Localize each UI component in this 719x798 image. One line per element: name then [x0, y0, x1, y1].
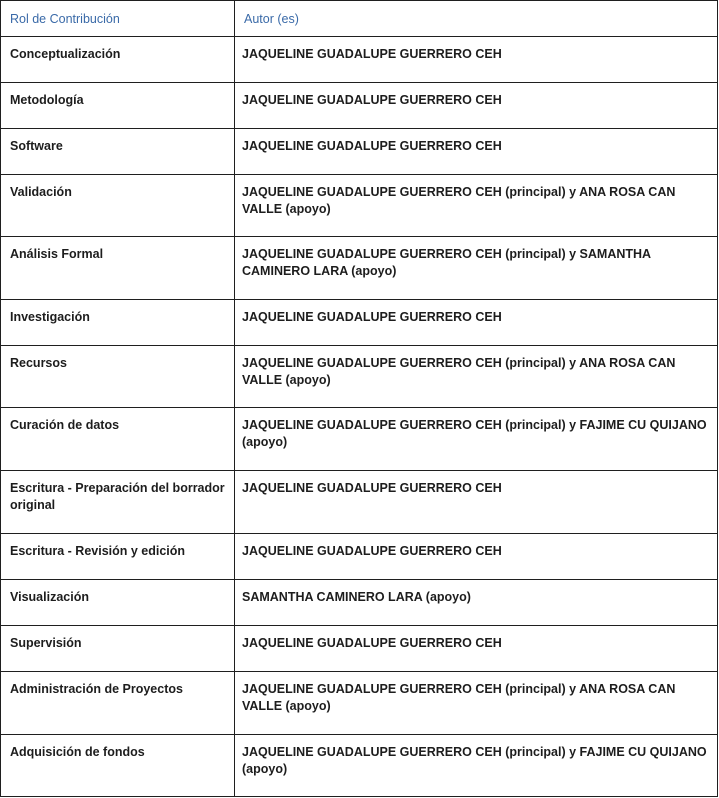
table-row [1, 471, 718, 534]
table-row [1, 129, 718, 175]
table-row [1, 534, 718, 580]
header-role: Rol de Contribución [1, 1, 235, 37]
author-cell: JAQUELINE GUADALUPE GUERRERO CEH [235, 626, 718, 672]
author-cell: JAQUELINE GUADALUPE GUERRERO CEH [235, 129, 718, 175]
role-cell: Administración de Proyectos [1, 672, 235, 735]
role-cell: Análisis Formal [1, 237, 235, 300]
table-row [1, 408, 718, 471]
role-cell: Adquisición de fondos [1, 735, 235, 797]
table-row [1, 580, 718, 626]
author-cell: JAQUELINE GUADALUPE GUERRERO CEH (principal) y ANA ROSA CAN VALLE (apoyo) [235, 346, 718, 408]
role-cell: Metodología [1, 83, 235, 129]
role-cell: Conceptualización [1, 37, 235, 83]
author-cell: JAQUELINE GUADALUPE GUERRERO CEH [235, 37, 718, 83]
role-cell: Recursos [1, 346, 235, 408]
author-cell: JAQUELINE GUADALUPE GUERRERO CEH [235, 83, 718, 129]
table-row [1, 672, 718, 735]
author-cell: SAMANTHA CAMINERO LARA (apoyo) [235, 580, 718, 626]
table-row [1, 237, 718, 300]
role-cell: Supervisión [1, 626, 235, 672]
role-cell: Escritura - Preparación del borrador original [1, 471, 235, 534]
author-cell: JAQUELINE GUADALUPE GUERRERO CEH (principal) y SAMANTHA CAMINERO LARA (apoyo) [235, 237, 718, 300]
table-row [1, 83, 718, 129]
role-cell: Curación de datos [1, 408, 235, 471]
table-row [1, 735, 718, 797]
role-cell: Validación [1, 175, 235, 237]
role-cell: Software [1, 129, 235, 175]
author-cell: JAQUELINE GUADALUPE GUERRERO CEH (principal) y FAJIME CU QUIJANO (apoyo) [235, 735, 718, 797]
author-cell: JAQUELINE GUADALUPE GUERRERO CEH [235, 534, 718, 580]
header-author: Autor (es) [235, 1, 718, 37]
author-cell: JAQUELINE GUADALUPE GUERRERO CEH (principal) y ANA ROSA CAN VALLE (apoyo) [235, 672, 718, 735]
author-cell: JAQUELINE GUADALUPE GUERRERO CEH (principal) y ANA ROSA CAN VALLE (apoyo) [235, 175, 718, 237]
author-cell: JAQUELINE GUADALUPE GUERRERO CEH [235, 300, 718, 346]
table-row [1, 626, 718, 672]
table-row [1, 175, 718, 237]
table-row [1, 300, 718, 346]
author-cell: JAQUELINE GUADALUPE GUERRERO CEH [235, 471, 718, 534]
role-cell: Investigación [1, 300, 235, 346]
role-cell: Escritura - Revisión y edición [1, 534, 235, 580]
author-cell: JAQUELINE GUADALUPE GUERRERO CEH (principal) y FAJIME CU QUIJANO (apoyo) [235, 408, 718, 471]
table-header-row [1, 1, 718, 37]
role-cell: Visualización [1, 580, 235, 626]
table-row [1, 346, 718, 408]
table-row [1, 37, 718, 83]
